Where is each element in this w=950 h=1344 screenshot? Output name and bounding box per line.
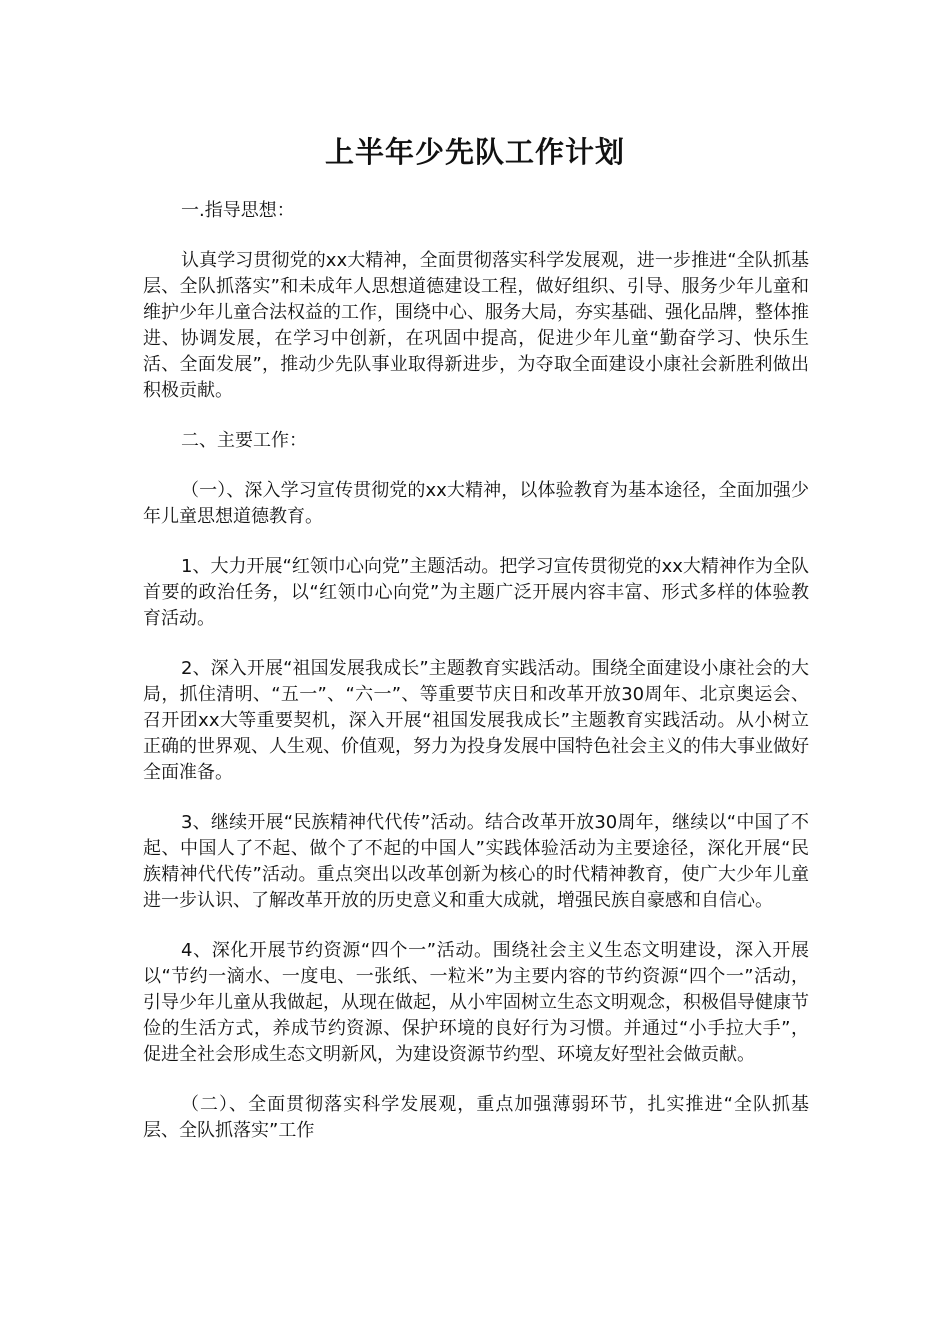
- list-item-1: 1、大力开展“红领巾心向党”主题活动。把学习宣传贯彻党的xx大精神作为全队首要的政治任务，以“红领巾心向党”为主题广泛开展内容丰富、形式多样的体验教育活动。: [143, 556, 809, 629]
- paragraph-guiding-ideology: 认真学习贯彻党的xx大精神，全面贯彻落实科学发展观，进一步推进“全队抓基层、全队抓落实”和未成年人思想道德建设工程，做好组织、引导、服务少年儿童和维护少年儿童合法权益的工作，围绕中心、服务大局，夯实基础、强化品牌，整体推进、协调发展，在学习中创新，在巩固中提高，促进少年儿童“勤奋学习、快乐生活、全面发展”，推动少先队事业取得新进步，为夺取全面建设小康社会新胜利做出积极贡献。: [143, 250, 809, 401]
- document-title: 上半年少先队工作计划: [324, 135, 625, 169]
- subsection-heading-1: （一）、深入学习宣传贯彻党的xx大精神，以体验教育为基本途径，全面加强少年儿童思想道德教育。: [143, 480, 809, 527]
- subsection-heading-2: （二）、全面贯彻落实科学发展观，重点加强薄弱环节，扎实推进“全队抓基层、全队抓落实”工作: [143, 1094, 809, 1141]
- list-item-4: 4、深化开展节约资源“四个一”活动。围绕社会主义生态文明建设，深入开展以“节约一滴水、一度电、一张纸、一粒米”为主要内容的节约资源“四个一”活动，引导少年儿童从我做起，从现在做起，从小牢固树立生态文明观念，积极倡导健康节俭的生活方式，养成节约资源、保护环境的良好行为习惯。并通过“小手拉大手”，促进全社会形成生态文明新风，为建设资源节约型、环境友好型社会做贡献。: [143, 940, 809, 1065]
- list-item-3: 3、继续开展“民族精神代代传”活动。结合改革开放30周年，继续以“中国了不起、中国人了不起、做个了不起的中国人”实践体验活动为主要途径，深化开展“民族精神代代传”活动。重点突出以改革创新为核心的时代精神教育，使广大少年儿童进一步认识、了解改革开放的历史意义和重大成就，增强民族自豪感和自信心。: [143, 812, 809, 911]
- section-heading-guiding-ideology: 一.指导思想：: [181, 200, 295, 221]
- section-heading-main-work: 二、主要工作：: [181, 430, 307, 451]
- document-body: [143, 198, 809, 1168]
- list-item-2: 2、深入开展“祖国发展我成长”主题教育实践活动。围绕全面建设小康社会的大局，抓住清明、“五一”、“六一”、等重要节庆日和改革开放30周年、北京奥运会、召开团xx大等重要契机，深入开展“祖国发展我成长”主题教育实践活动。从小树立正确的世界观、人生观、价值观，努力为投身发展中国特色社会主义的伟大事业做好全面准备。: [143, 658, 809, 783]
